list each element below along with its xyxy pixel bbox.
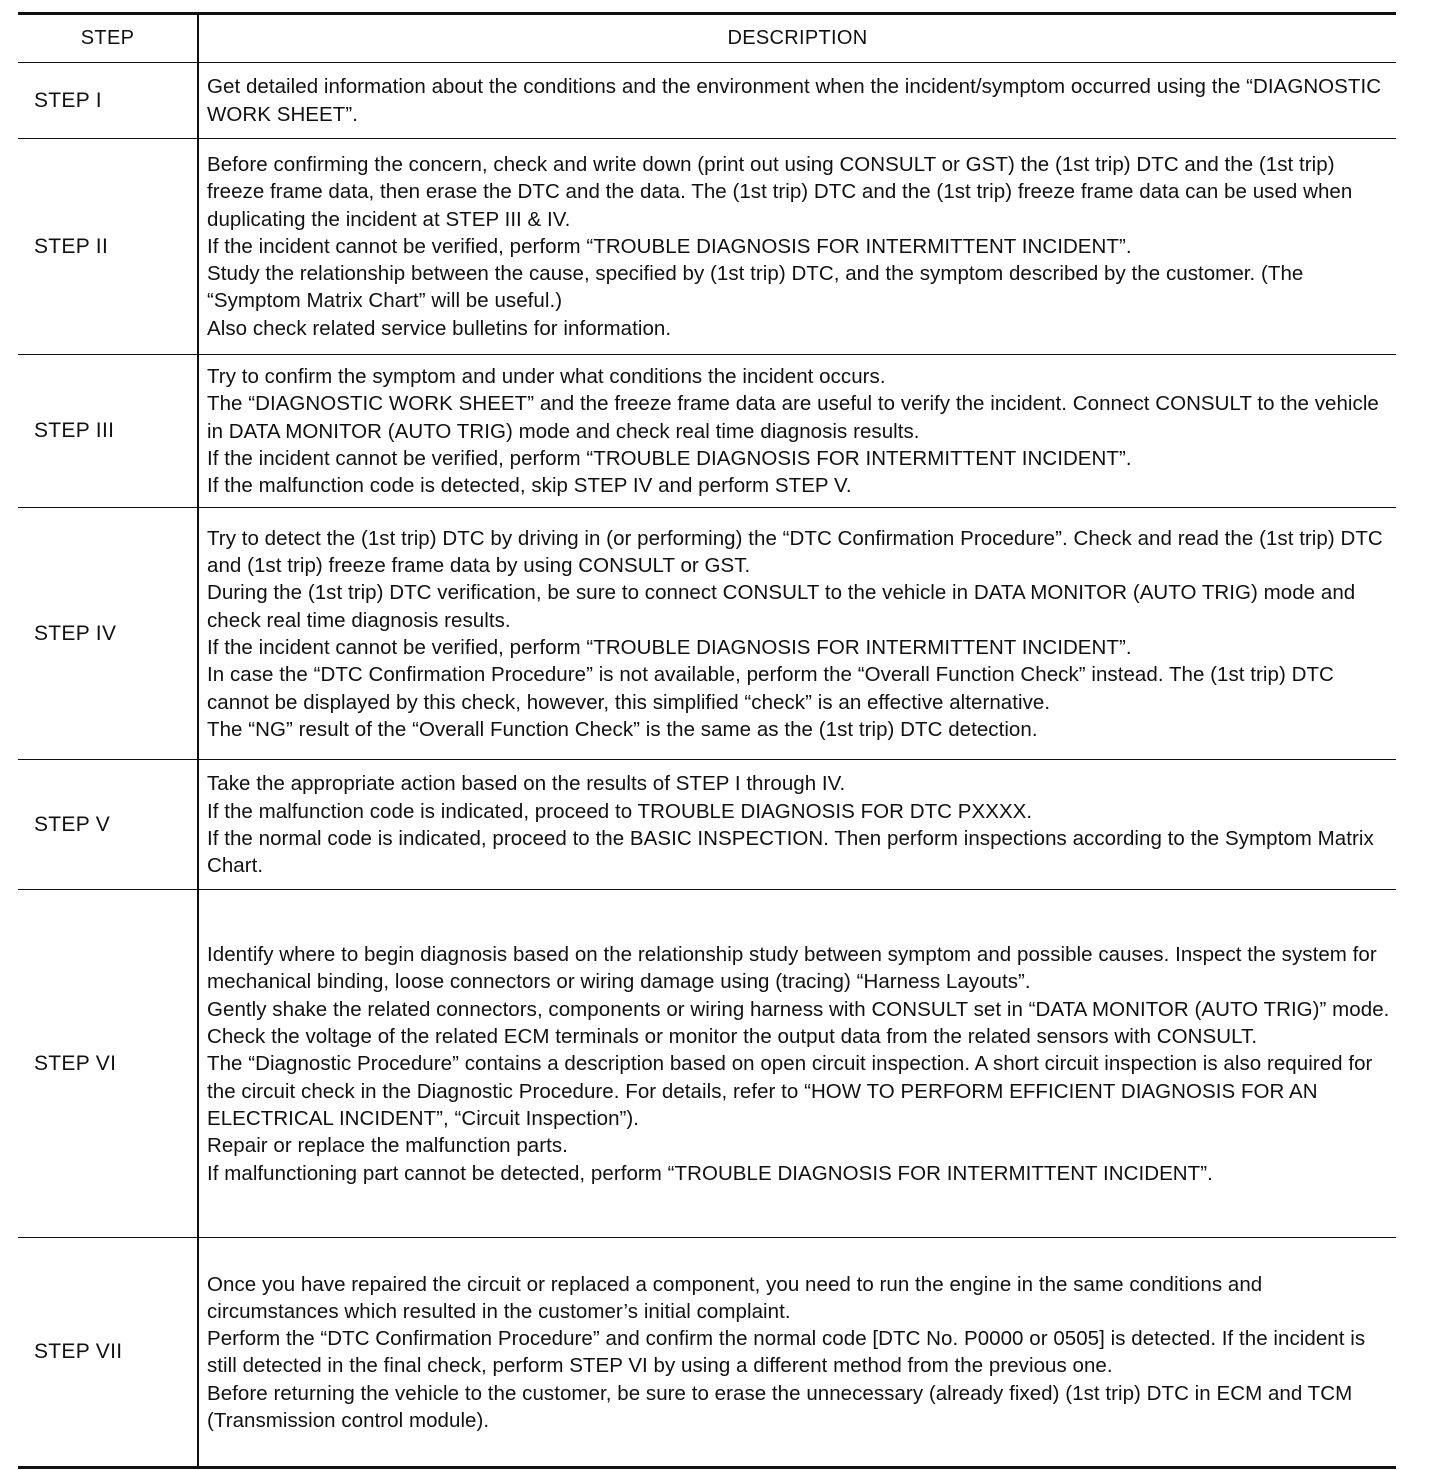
description-line: If malfunctioning part cannot be detected, perform “TROUBLE DIAGNOSIS FOR INTERMITTENT INCIDENT”. xyxy=(207,1161,1213,1185)
step-cell: STEP IV xyxy=(18,508,198,760)
description-line: Get detailed information about the conditions and the environment when the incident/symptom occurred using the “DIAGNOSTIC WORK SHEET”. xyxy=(207,75,1382,126)
step-cell: STEP VI xyxy=(18,890,198,1238)
diagnostic-steps-sheet xyxy=(18,12,1396,1469)
table-row xyxy=(18,63,1396,139)
description-line: During the (1st trip) DTC verification, be sure to connect CONSULT to the vehicle in DATA MONITOR (AUTO TRIG) mode and check real time diagnosis results. xyxy=(207,581,1356,632)
steps-table-body xyxy=(18,63,1396,1468)
description-cell xyxy=(198,760,1396,890)
description-cell xyxy=(198,890,1396,1238)
description-line: Check the voltage of the related ECM terminals or monitor the output data from the related sensors with CONSULT. xyxy=(207,1025,1258,1049)
description-line: If the incident cannot be verified, perform “TROUBLE DIAGNOSIS FOR INTERMITTENT INCIDENT”. xyxy=(207,446,1132,470)
description-cell xyxy=(198,139,1396,355)
description-line: If the incident cannot be verified, perform “TROUBLE DIAGNOSIS FOR INTERMITTENT INCIDENT”. xyxy=(207,234,1132,258)
description-line: If the malfunction code is detected, skip STEP IV and perform STEP V. xyxy=(207,474,852,498)
description-line: Gently shake the related connectors, components or wiring harness with CONSULT set in “DATA MONITOR (AUTO TRIG)” mode. xyxy=(207,997,1390,1021)
description-line: If the incident cannot be verified, perform “TROUBLE DIAGNOSIS FOR INTERMITTENT INCIDENT”. xyxy=(207,635,1132,659)
description-line: In case the “DTC Confirmation Procedure” is not available, perform the “Overall Function Check” instead. The (1st trip) DTC cannot be displayed by this check, however, this simplified “check” is an effective alternative. xyxy=(207,663,1334,714)
step-cell: STEP III xyxy=(18,355,198,508)
step-cell: STEP VII xyxy=(18,1238,198,1468)
description-line: Once you have repaired the circuit or replaced a component, you need to run the engine in the same conditions and circumstances which resulted in the customer’s initial complaint. xyxy=(207,1272,1263,1323)
step-column-header: STEP xyxy=(18,14,198,63)
step-cell: STEP V xyxy=(18,760,198,890)
description-line: The “DIAGNOSTIC WORK SHEET” and the freeze frame data are useful to verify the incident. Connect CONSULT to the vehicle in DATA MONITOR (AUTO TRIG) mode and check real time diagnosis results. xyxy=(207,392,1379,443)
step-cell: STEP I xyxy=(18,63,198,139)
table-row xyxy=(18,760,1396,890)
description-line: Try to detect the (1st trip) DTC by driving in (or performing) the “DTC Confirmation Procedure”. Check and read the (1st trip) DTC and (1st trip) freeze frame data by using CONSULT or GST. xyxy=(207,526,1383,578)
description-cell xyxy=(198,1238,1396,1468)
description-line: Identify where to begin diagnosis based on the relationship study between symptom and possible causes. Inspect the system for mechanical binding, loose connectors or wiring damage using (tracing) “Harness Layouts”. xyxy=(207,943,1377,994)
description-cell xyxy=(198,508,1396,760)
description-line: Study the relationship between the cause, specified by (1st trip) DTC, and the symptom described by the customer. (The “Symptom Matrix Chart” will be useful.) xyxy=(207,262,1304,313)
description-line: The “Diagnostic Procedure” contains a description based on open circuit inspection. A short circuit inspection is also required for the circuit check in the Diagnostic Procedure. For details, refer to “HOW TO PERFORM EFFICIENT DIAGNOSIS FOR AN ELECTRICAL INCIDENT”, “Circuit Inspection”). xyxy=(207,1052,1373,1130)
description-line: Take the appropriate action based on the results of STEP I through IV. xyxy=(207,772,846,796)
diagnostic-steps-table xyxy=(18,12,1396,1469)
description-line: Perform the “DTC Confirmation Procedure” and confirm the normal code [DTC No. P0000 or 0505] is detected. If the incident is still detected in the final check, perform STEP VI by using a different method from the previous one. xyxy=(207,1327,1366,1378)
description-line: Repair or replace the malfunction parts. xyxy=(207,1134,568,1158)
description-line: The “NG” result of the “Overall Function Check” is the same as the (1st trip) DTC detection. xyxy=(207,717,1038,741)
table-row xyxy=(18,355,1396,508)
description-line: If the malfunction code is indicated, proceed to TROUBLE DIAGNOSIS FOR DTC PXXXX. xyxy=(207,799,1033,823)
description-column-header: DESCRIPTION xyxy=(198,14,1396,63)
description-line: Also check related service bulletins for information. xyxy=(207,316,672,340)
step-cell: STEP II xyxy=(18,139,198,355)
table-row xyxy=(18,1238,1396,1468)
description-line: If the normal code is indicated, proceed to the BASIC INSPECTION. Then perform inspections according to the Symptom Matrix Chart. xyxy=(207,826,1374,878)
table-row xyxy=(18,139,1396,355)
description-cell xyxy=(198,63,1396,139)
description-cell xyxy=(198,355,1396,508)
description-line: Try to confirm the symptom and under what conditions the incident occurs. xyxy=(207,365,886,388)
table-header-row xyxy=(18,14,1396,63)
description-line: Before returning the vehicle to the customer, be sure to erase the unnecessary (already fixed) (1st trip) DTC in ECM and TCM (Transmission control module). xyxy=(207,1381,1353,1433)
table-row xyxy=(18,890,1396,1238)
description-line: Before confirming the concern, check and write down (print out using CONSULT or GST) the (1st trip) DTC and the (1st trip) freeze frame data, then erase the DTC and the data. The (1st trip) DTC and the (1st trip) freeze frame data can be used when duplicating the incident at STEP III & IV. xyxy=(207,152,1353,231)
table-row xyxy=(18,508,1396,760)
